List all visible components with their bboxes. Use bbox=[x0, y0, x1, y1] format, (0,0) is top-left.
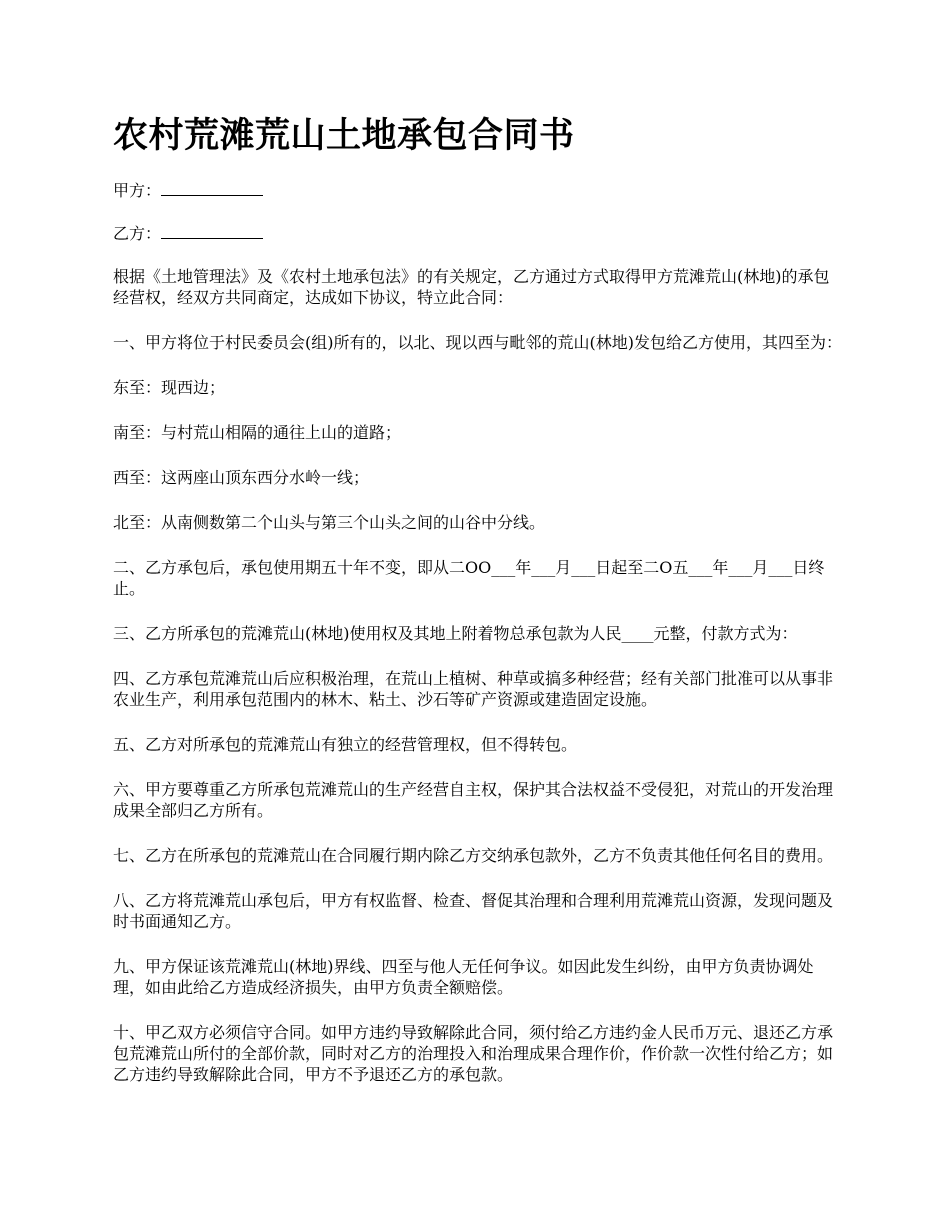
paragraph-clause-4: 四、乙方承包荒滩荒山后应积极治理，在荒山上植树、种草或搞多种经营；经有关部门批准可以从事非农业生产，利用承包范围内的林木、粘土、沙石等矿产资源或建造固定设施。 bbox=[113, 669, 834, 709]
document-page bbox=[113, 112, 843, 1109]
party-b-blank bbox=[161, 224, 263, 239]
paragraph-clause-1: 一、甲方将位于村民委员会(组)所有的，以北、现以西与毗邻的荒山(林地)发包给乙方使用，其四至为： bbox=[113, 333, 842, 352]
party-b-label: 乙方： bbox=[113, 224, 162, 243]
paragraph-clause-9: 九、甲方保证该荒滩荒山(林地)界线、四至与他人无任何争议。如因此发生纠纷，由甲方负责协调处理，如由此给乙方造成经济损失，由甲方负责全额赔偿。 bbox=[113, 957, 814, 997]
paragraph-boundary-north: 北至：从南侧数第二个山头与第三个山头之间的山谷中分线。 bbox=[113, 513, 546, 532]
party-b-line bbox=[113, 223, 843, 244]
paragraph-clause-10: 十、甲乙双方必须信守合同。如甲方违约导致解除此合同，须付给乙方违约金人民币万元、退还乙方承包荒滩荒山所付的全部价款，同时对乙方的治理投入和治理成果合理作价，作价款一次性付给乙方；如乙方违约导致解除此合同，甲方不予退还乙方的承包款。 bbox=[113, 1023, 834, 1084]
paragraph-clause-8: 八、乙方将荒滩荒山承包后，甲方有权监督、检查、督促其治理和合理利用荒滩荒山资源，发现问题及时书面通知乙方。 bbox=[113, 891, 834, 931]
paragraph-clause-5: 五、乙方对所承包的荒滩荒山有独立的经营管理权，但不得转包。 bbox=[113, 735, 578, 754]
paragraph-preamble: 根据《土地管理法》及《农村土地承包法》的有关规定，乙方通过方式取得甲方荒滩荒山(林地)的承包经营权，经双方共同商定，达成如下协议，特立此合同： bbox=[113, 267, 830, 307]
party-a-line bbox=[113, 180, 843, 201]
paragraph-clause-2: 二、乙方承包后，承包使用期五十年不变，即从二OO___年___月___日起至二O五___年___月___日终止。 bbox=[113, 558, 825, 598]
paragraph-clause-6: 六、甲方要尊重乙方所承包荒滩荒山的生产经营自主权，保护其合法权益不受侵犯，对荒山的开发治理成果全部归乙方所有。 bbox=[113, 780, 834, 820]
paragraph-clause-7: 七、乙方在所承包的荒滩荒山在合同履行期内除乙方交纳承包款外，乙方不负责其他任何名目的费用。 bbox=[113, 846, 834, 865]
paragraph-boundary-east: 东至：现西边； bbox=[113, 378, 226, 397]
paragraph-boundary-west: 西至：这两座山顶东西分水岭一线； bbox=[113, 468, 370, 487]
paragraph-boundary-south: 南至：与村荒山相隔的通往上山的道路； bbox=[113, 423, 402, 442]
paragraph-clause-3: 三、乙方所承包的荒滩荒山(林地)使用权及其地上附着物总承包款为人民____元整，付款方式为： bbox=[113, 624, 798, 643]
party-a-label: 甲方： bbox=[113, 181, 162, 200]
party-a-blank bbox=[161, 181, 263, 196]
document-title: 农村荒滩荒山土地承包合同书 bbox=[113, 116, 575, 156]
